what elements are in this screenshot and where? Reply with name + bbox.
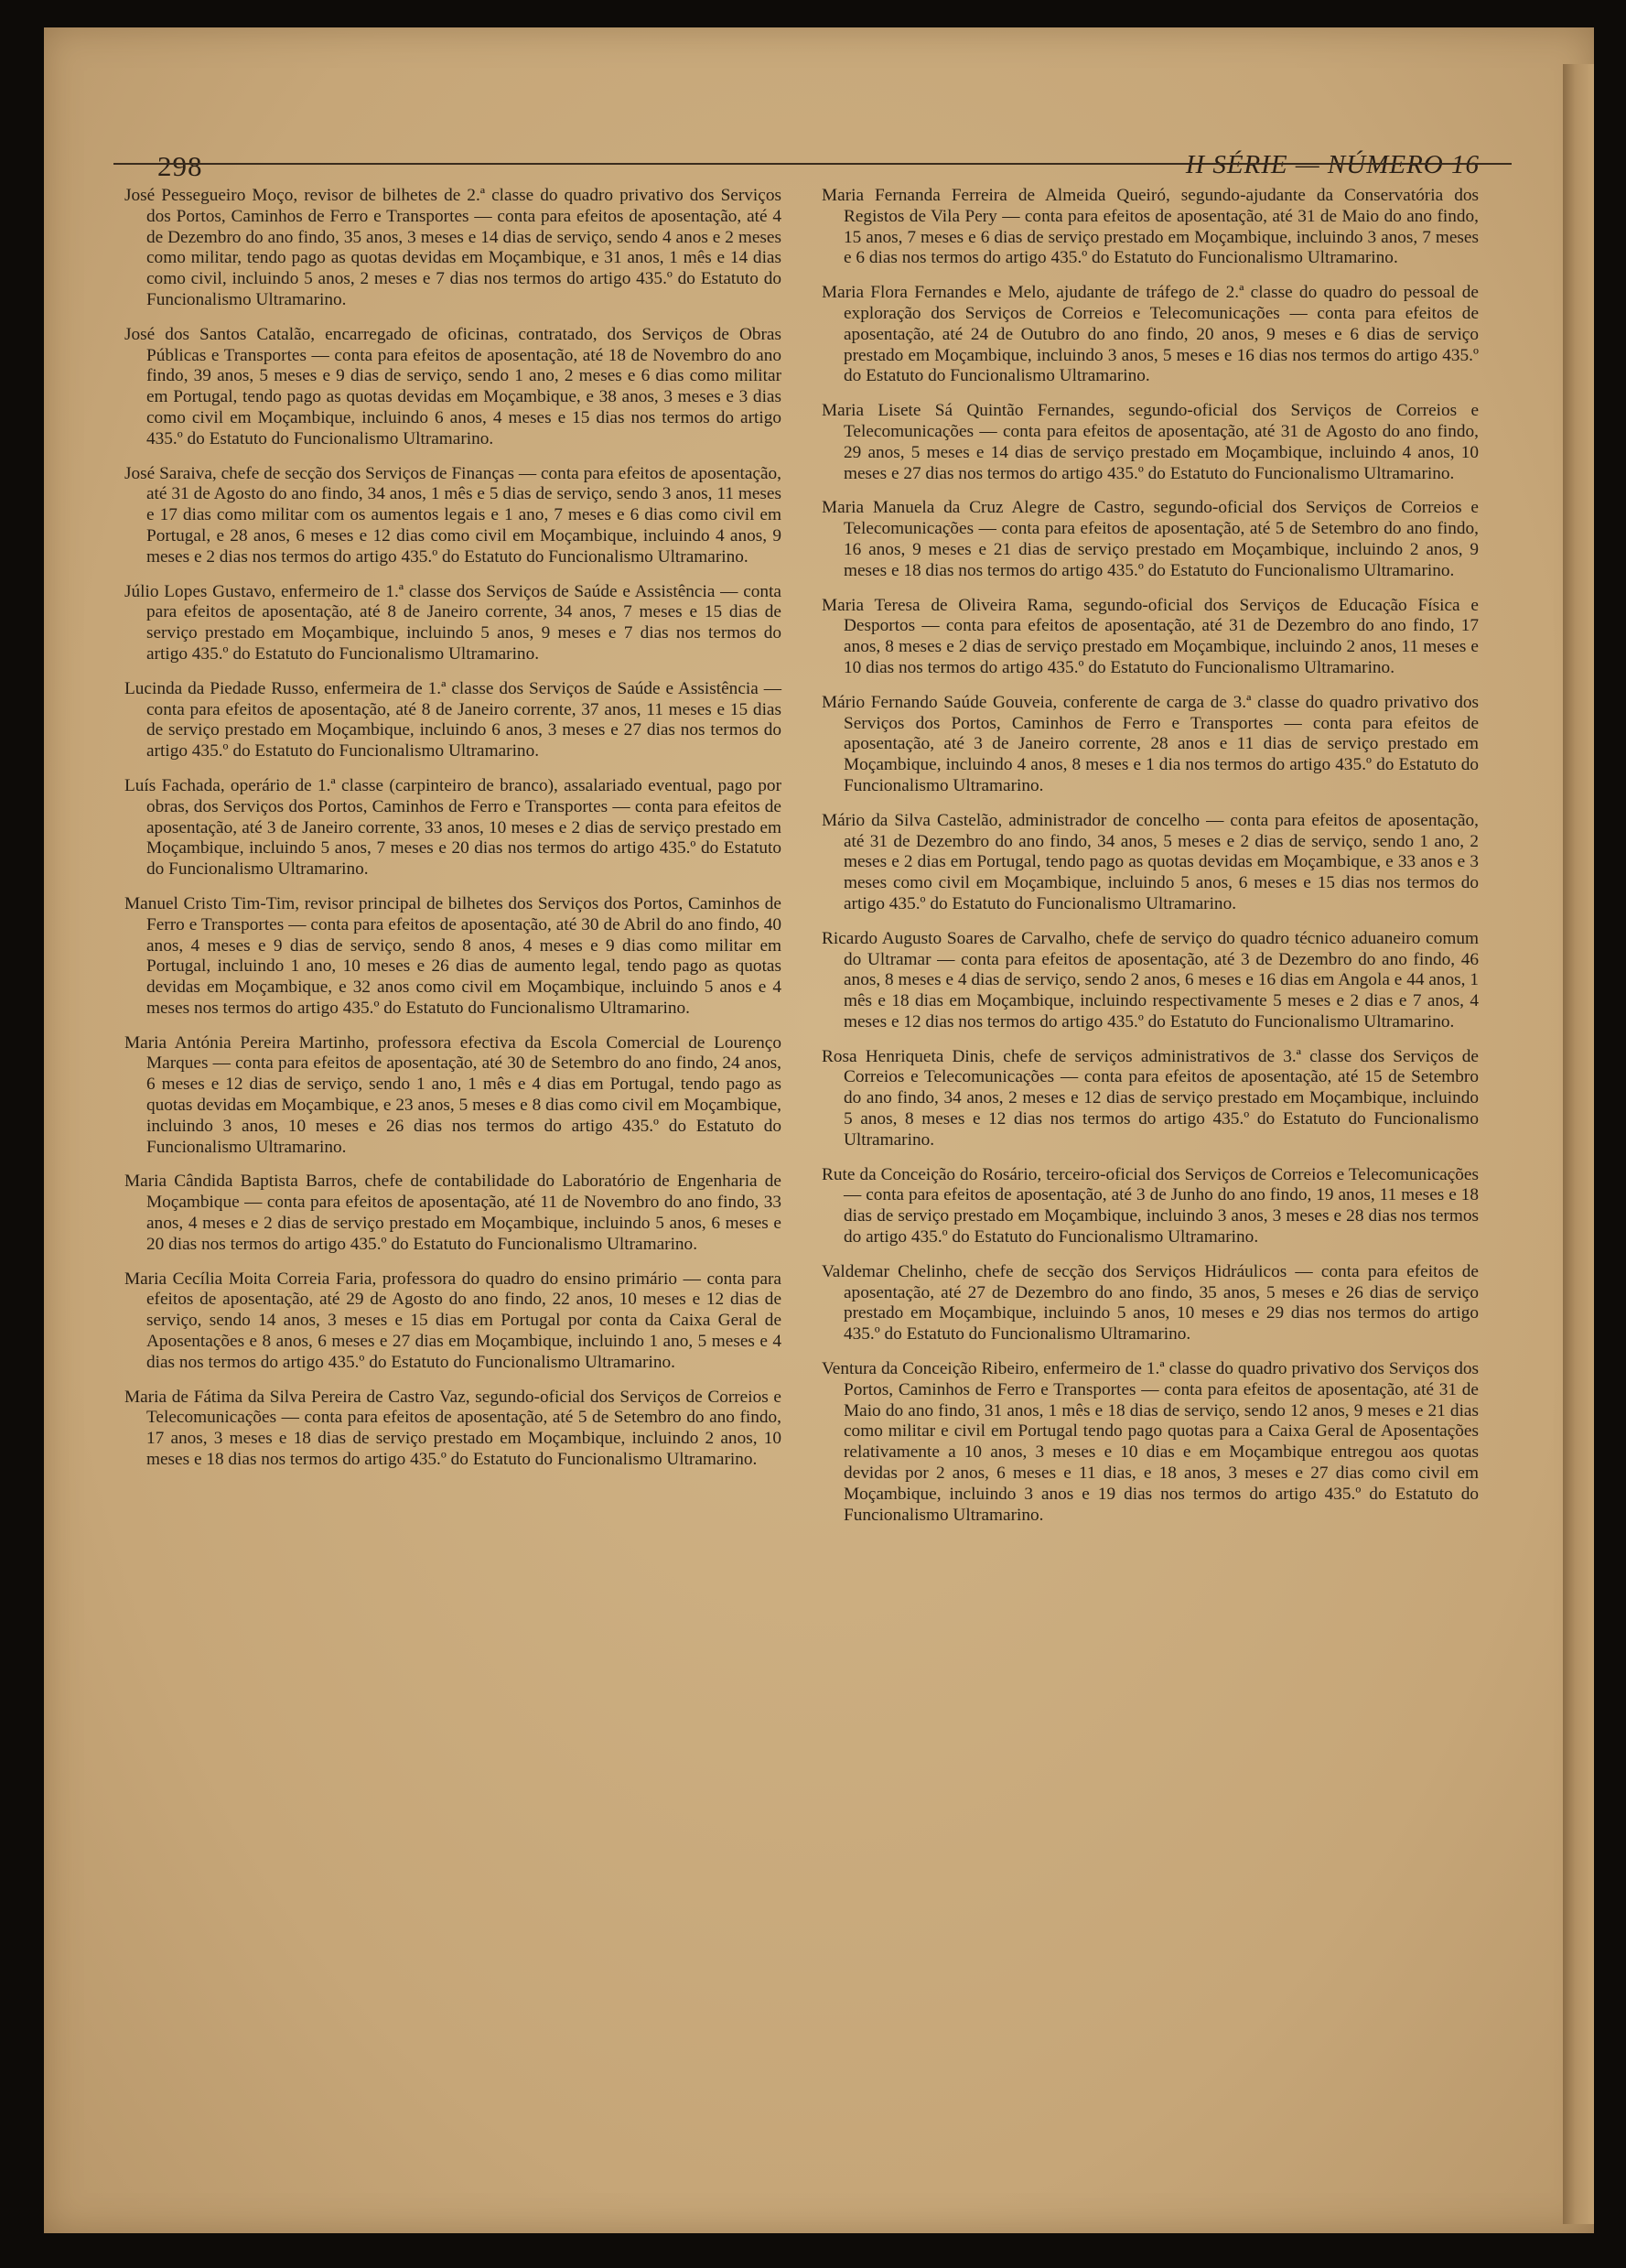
entry: Lucinda da Piedade Russo, enfermeira de 1.ª classe dos Serviços de Saúde e Assistência — conta para efeitos de aposentação, até 8 de Janeiro corrente, 37 anos, 11 meses e 15 dias de serviço prestado em Moçambique, incluindo 6 anos, 3 meses e 27 dias nos termos do artigo 435.º do Estatuto do Funcionalismo Ultramarino. — [124, 678, 781, 761]
entry: Maria Cecília Moita Correia Faria, professora do quadro do ensino primário — conta para efeitos de aposentação, até 29 de Agosto do ano findo, 22 anos, 10 meses e 12 dias de serviço, sendo 14 anos, 3 meses e 15 dias em Portugal por conta da Caixa Geral de Aposentações e 8 anos, 6 meses e 27 dias em Moçambique, incluindo 1 ano, 5 meses e 4 dias nos termos do artigo 435.º do Estatuto do Funcionalismo Ultramarino. — [124, 1269, 781, 1372]
entry: Luís Fachada, operário de 1.ª classe (carpinteiro de branco), assalariado eventual, pago por obras, dos Serviços dos Portos, Caminhos de Ferro e Transportes — conta para efeitos de aposentação, até 3 de Janeiro corrente, 33 anos, 10 meses e 2 dias de serviço prestado em Moçambique, incluindo 5 anos, 7 meses e 20 dias nos termos do artigo 435.º do Estatuto do Funcionalismo Ultramarino. — [124, 775, 781, 880]
header-rule — [113, 163, 1512, 165]
entry: Mário Fernando Saúde Gouveia, conferente de carga de 3.ª classe do quadro privativo dos Serviços dos Portos, Caminhos de Ferro e Transportes — conta para efeitos de aposentação, até 3 de Janeiro corrente, 28 anos e 11 dias de serviço prestado em Moçambique, incluindo 4 anos, 8 meses e 1 dia nos termos do artigo 435.º do Estatuto do Funcionalismo Ultramarino. — [822, 692, 1479, 795]
entry: Maria Teresa de Oliveira Rama, segundo-oficial dos Serviços de Educação Física e Desportos — conta para efeitos de aposentação, até 31 de Dezembro do ano findo, 17 anos, 8 meses e 2 dias de serviço prestado em Moçambique, incluindo 2 anos, 11 meses e 10 dias nos termos do artigo 435.º do Estatuto do Funcionalismo Ultramarino. — [822, 595, 1479, 677]
entry: Maria Lisete Sá Quintão Fernandes, segundo-oficial dos Serviços de Correios e Telecomunicações — conta para efeitos de aposentação, até 31 de Agosto do ano findo, 29 anos, 5 meses e 14 dias de serviço prestado em Moçambique, incluindo 4 anos, 10 meses e 27 dias nos termos do artigo 435.º do Estatuto do Funcionalismo Ultramarino. — [822, 401, 1479, 483]
entry: Ventura da Conceição Ribeiro, enfermeiro de 1.ª classe do quadro privativo dos Serviços dos Portos, Caminhos de Ferro e Transportes — conta para efeitos de aposentação, até 31 de Maio do ano findo, 31 anos, 1 mês e 18 dias de serviço, sendo 12 anos, 9 meses e 21 dias como militar e civil em Portugal tendo pago quotas para a Caixa Geral de Aposentações relativamente a 10 anos, 3 meses e 10 dias e em Moçambique entregou aos quotas devidas por 2 anos, 6 meses e 11 dias, e 18 anos, 3 meses e 27 dias como civil em Moçambique, incluindo 3 anos e 19 dias nos termos do artigo 435.º do Estatuto do Funcionalismo Ultramarino. — [822, 1359, 1479, 1525]
entry: Valdemar Chelinho, chefe de secção dos Serviços Hidráulicos — conta para efeitos de aposentação, até 27 de Dezembro do ano findo, 35 anos, 5 meses e 26 dias de serviço prestado em Moçambique, incluindo 5 anos, 10 meses e 29 dias nos termos do artigo 435.º do Estatuto do Funcionalismo Ultramarino. — [822, 1261, 1479, 1345]
running-head: II SÉRIE — NÚMERO 16 — [1185, 150, 1480, 179]
right-column — [822, 186, 1479, 1539]
left-column — [124, 186, 781, 1485]
entry: Júlio Lopes Gustavo, enfermeiro de 1.ª classe dos Serviços de Saúde e Assistência — conta para efeitos de aposentação, até 8 de Janeiro corrente, 34 anos, 7 meses e 15 dias de serviço prestado em Moçambique, incluindo 5 anos, 9 meses e 7 dias nos termos do artigo 435.º do Estatuto do Funcionalismo Ultramarino. — [124, 581, 781, 664]
entry: Mário da Silva Castelão, administrador de concelho — conta para efeitos de aposentação, até 31 de Dezembro do ano findo, 34 anos, 5 meses e 2 dias de serviço, sendo 1 ano, 2 meses e 2 dias em Portugal, tendo pago as quotas devidas em Moçambique, e 33 anos e 3 meses como civil em Moçambique, incluindo 5 anos, 6 meses e 15 dias nos termos do artigo 435.º do Estatuto do Funcionalismo Ultramarino. — [822, 810, 1479, 913]
entry: Rosa Henriqueta Dinis, chefe de serviços administrativos de 3.ª classe dos Serviços de Correios e Telecomunicações — conta para efeitos de aposentação, até 15 de Setembro do ano findo, 34 anos, 2 meses e 12 dias de serviço prestado em Moçambique, incluindo 5 anos, 8 meses e 12 dias nos termos do artigo 435.º do Estatuto do Funcionalismo Ultramarino. — [822, 1046, 1479, 1150]
entry: Ricardo Augusto Soares de Carvalho, chefe de serviço do quadro técnico aduaneiro comum do Ultramar — conta para efeitos de aposentação, até 3 de Dezembro do ano findo, 46 anos, 8 meses e 4 dias de serviço, sendo 2 anos, 6 meses e 16 dias em Angola e 44 anos, 1 mês e 18 dias em Moçambique, incluindo respectivamente 5 meses e 2 dias e 7 anos, 4 meses e 12 dias nos termos do artigo 435.º do Estatuto do Funcionalismo Ultramarino. — [822, 928, 1479, 1031]
entry: Maria Antónia Pereira Martinho, professora efectiva da Escola Comercial de Lourenço Marques — conta para efeitos de aposentação, até 30 de Setembro do ano findo, 24 anos, 6 meses e 12 dias de serviço, sendo 1 ano, 1 mês e 4 dias em Portugal, tendo pago as quotas devidas em Moçambique, e 23 anos, 5 meses e 8 dias como civil em Moçambique, incluindo 3 anos, 10 meses e 26 dias nos termos do artigo 435.º do Estatuto do Funcionalismo Ultramarino. — [124, 1032, 781, 1157]
page-number: 298 — [157, 150, 203, 182]
page-edge — [1563, 64, 1594, 2224]
entry: Maria de Fátima da Silva Pereira de Castro Vaz, segundo-oficial dos Serviços de Correios e Telecomunicações — conta para efeitos de aposentação, até 5 de Setembro do ano findo, 17 anos, 3 meses e 18 dias de serviço prestado em Moçambique, incluindo 2 anos, 10 meses e 18 dias nos termos do artigo 435.º do Estatuto do Funcionalismo Ultramarino. — [124, 1387, 781, 1470]
entry: Maria Manuela da Cruz Alegre de Castro, segundo-oficial dos Serviços de Correios e Telecomunicações — conta para efeitos de aposentação, até 5 de Setembro do ano findo, 16 anos, 9 meses e 21 dias de serviço prestado em Moçambique, incluindo 2 anos, 9 meses e 18 dias nos termos do artigo 435.º do Estatuto do Funcionalismo Ultramarino. — [822, 498, 1479, 580]
entry: Manuel Cristo Tim-Tim, revisor principal de bilhetes dos Serviços dos Portos, Caminhos de Ferro e Transportes — conta para efeitos de aposentação, até 30 de Abril do ano findo, 40 anos, 4 meses e 9 dias de serviço, sendo 8 anos, 4 meses e 9 dias como militar em Portugal, incluindo 1 ano, 10 meses e 26 dias de aumento legal, tendo pago as quotas devidas em Moçambique, e 32 anos como civil em Moçambique, incluindo 5 anos e 4 meses nos termos do artigo 435.º do Estatuto do Funcionalismo Ultramarino. — [124, 893, 781, 1018]
entry: Maria Flora Fernandes e Melo, ajudante de tráfego de 2.ª classe do quadro do pessoal de exploração dos Serviços de Correios e Telecomunicações — conta para efeitos de aposentação, até 24 de Outubro do ano findo, 20 anos, 9 meses e 6 dias de serviço prestado em Moçambique, incluindo 3 anos, 5 meses e 16 dias nos termos do artigo 435.º do Estatuto do Funcionalismo Ultramarino. — [822, 283, 1479, 386]
entry: Rute da Conceição do Rosário, terceiro-oficial dos Serviços de Correios e Telecomunicações — conta para efeitos de aposentação, até 3 de Junho do ano findo, 19 anos, 11 meses e 18 dias de serviço prestado em Moçambique, incluindo 3 anos, 3 meses e 28 dias nos termos do artigo 435.º do Estatuto do Funcionalismo Ultramarino. — [822, 1164, 1479, 1247]
entry: José Pessegueiro Moço, revisor de bilhetes de 2.ª classe do quadro privativo dos Serviços dos Portos, Caminhos de Ferro e Transportes — conta para efeitos de aposentação, até 4 de Dezembro do ano findo, 35 anos, 3 meses e 14 dias de serviço, sendo 4 anos e 2 meses como militar, tendo pago as quotas devidas em Moçambique, e 31 anos, 1 mês e 14 dias como civil, incluindo 5 anos, 2 meses e 7 dias nos termos do artigo 435.º do Estatuto do Funcionalismo Ultramarino. — [124, 186, 781, 309]
entry: José Saraiva, chefe de secção dos Serviços de Finanças — conta para efeitos de aposentação, até 31 de Agosto do ano findo, 34 anos, 1 mês e 5 dias de serviço, sendo 3 anos, 11 meses e 17 dias como militar com os aumentos legais e 1 ano, 7 meses e 6 dias como civil em Portugal, e 28 anos, 6 meses e 12 dias como civil em Moçambique, incluindo 4 anos, 9 meses e 2 dias nos termos do artigo 435.º do Estatuto do Funcionalismo Ultramarino. — [124, 463, 781, 567]
entry: José dos Santos Catalão, encarregado de oficinas, contratado, dos Serviços de Obras Públicas e Transportes — conta para efeitos de aposentação, até 18 de Novembro do ano findo, 39 anos, 5 meses e 9 dias de serviço, sendo 1 ano, 2 meses e 6 dias como militar em Portugal, tendo pago as quotas devidas em Moçambique, e 38 anos, 3 meses e 3 dias como civil em Moçambique, incluindo 6 anos, 4 meses e 15 dias nos termos do artigo 435.º do Estatuto do Funcionalismo Ultramarino. — [124, 324, 781, 448]
entry: Maria Cândida Baptista Barros, chefe de contabilidade do Laboratório de Engenharia de Moçambique — conta para efeitos de aposentação, até 11 de Novembro do ano findo, 33 anos, 4 meses e 2 dias de serviço prestado em Moçambique, incluindo 5 anos, 6 meses e 20 dias nos termos do artigo 435.º do Estatuto do Funcionalismo Ultramarino. — [124, 1172, 781, 1254]
entry: Maria Fernanda Ferreira de Almeida Queiró, segundo-ajudante da Conservatória dos Registos de Vila Pery — conta para efeitos de aposentação, até 31 de Maio do ano findo, 15 anos, 7 meses e 6 dias de serviço prestado em Moçambique, incluindo 3 anos, 7 meses e 6 dias nos termos do artigo 435.º do Estatuto do Funcionalismo Ultramarino. — [822, 186, 1479, 268]
